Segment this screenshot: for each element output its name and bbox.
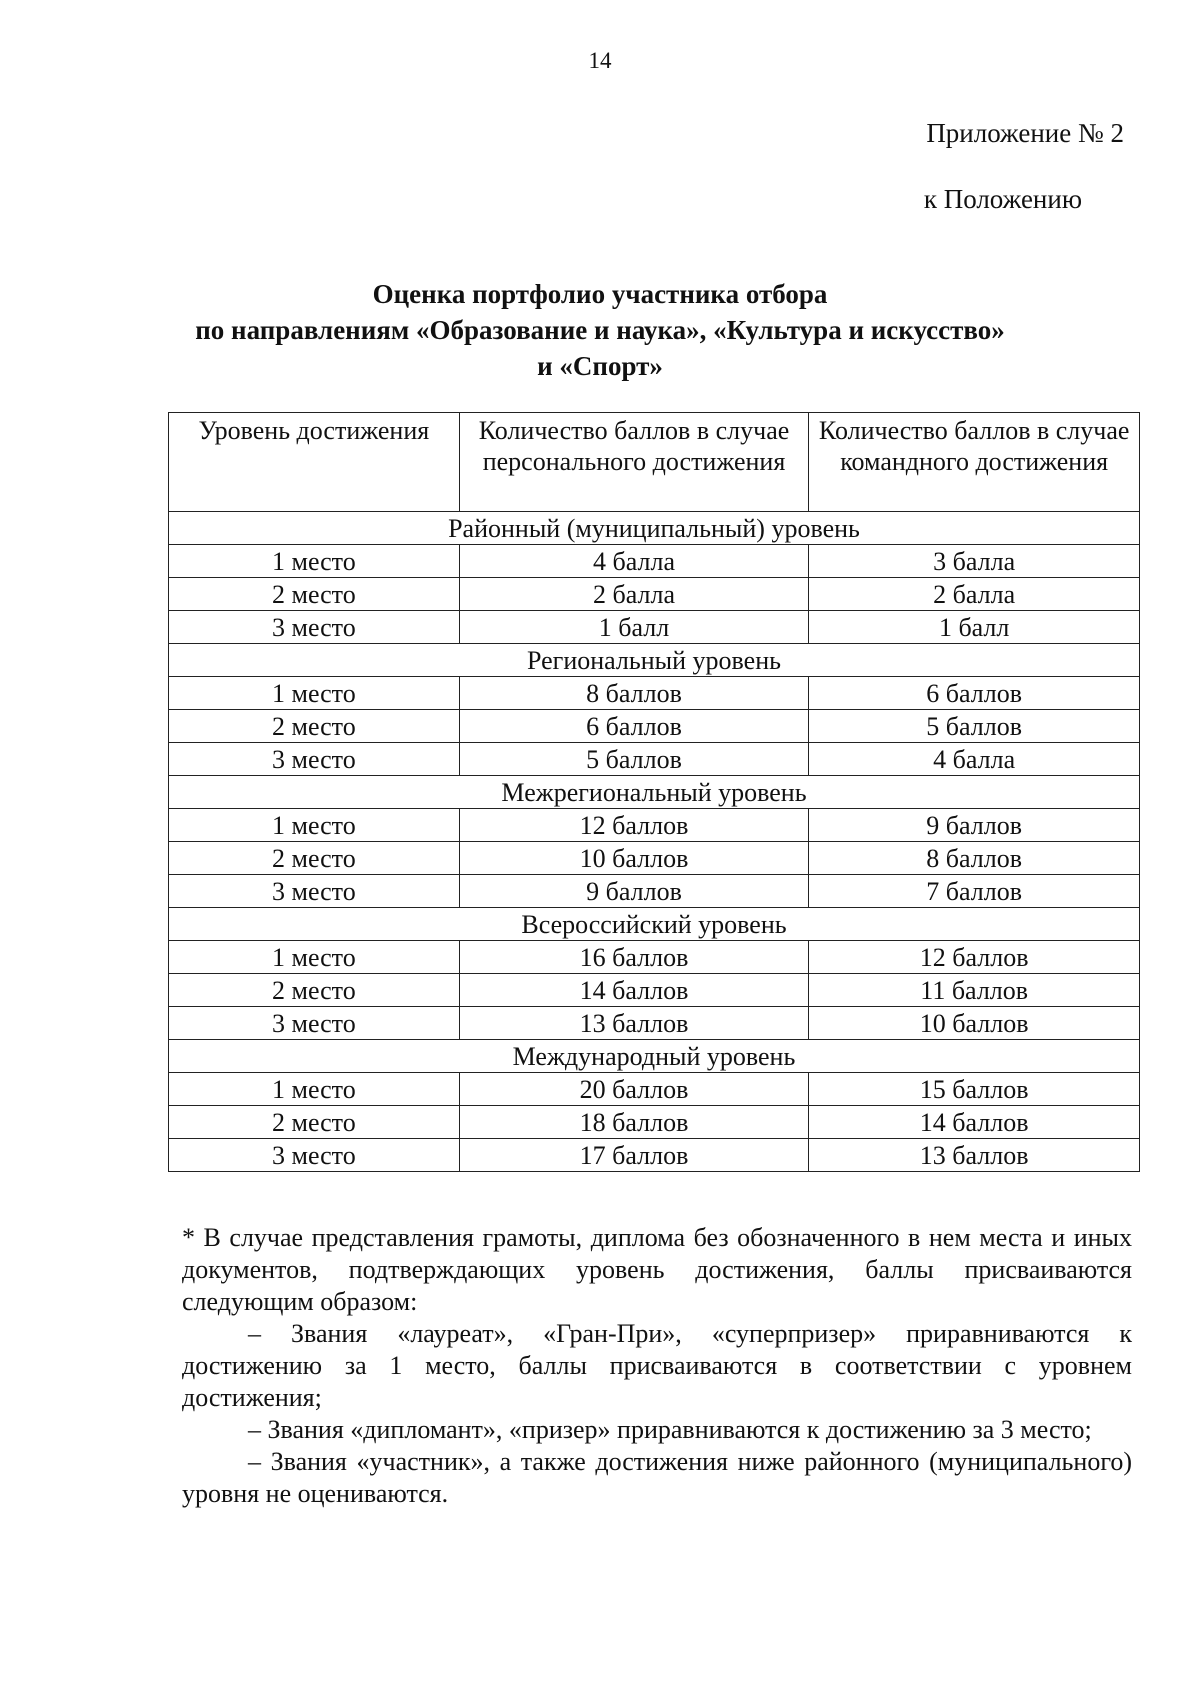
footnote-item: – Звания «дипломант», «призер» приравниваются к достижению за 3 место;	[248, 1415, 1092, 1444]
table-row	[169, 1073, 1140, 1106]
cell-personal-points: 6 баллов	[459, 710, 809, 743]
cell-personal-points: 5 баллов	[459, 743, 809, 776]
cell-personal-points: 20 баллов	[459, 1073, 809, 1106]
scores-table	[168, 412, 1140, 1172]
table-row	[169, 875, 1140, 908]
cell-place: 1 место	[169, 677, 460, 710]
table-row	[169, 941, 1140, 974]
cell-personal-points: 18 баллов	[459, 1106, 809, 1139]
footnote	[182, 1222, 1132, 1510]
table-row	[169, 578, 1140, 611]
cell-personal-points: 14 баллов	[459, 974, 809, 1007]
cell-place: 3 место	[169, 1139, 460, 1172]
section-row	[169, 776, 1140, 809]
cell-place: 3 место	[169, 875, 460, 908]
table-row	[169, 710, 1140, 743]
cell-team-points: 15 баллов	[809, 1073, 1140, 1106]
table-header-row	[169, 413, 1140, 512]
header-level: Уровень достижения	[169, 413, 460, 512]
cell-place: 2 место	[169, 710, 460, 743]
table-row	[169, 1106, 1140, 1139]
section-row	[169, 644, 1140, 677]
cell-place: 3 место	[169, 743, 460, 776]
footnote-item: – Звания «участник», а также достижения ниже районного (муниципального) уровня не оцениваются.	[182, 1447, 1132, 1508]
page-number: 14	[588, 48, 612, 73]
table-row	[169, 809, 1140, 842]
table-row	[169, 545, 1140, 578]
section-row	[169, 512, 1140, 545]
cell-team-points: 7 баллов	[809, 875, 1140, 908]
heading-line: Оценка портфолио участника отбора	[372, 279, 828, 309]
cell-place: 1 место	[169, 809, 460, 842]
cell-place: 2 место	[169, 974, 460, 1007]
cell-personal-points: 4 балла	[459, 545, 809, 578]
cell-team-points: 8 баллов	[809, 842, 1140, 875]
document-heading	[0, 276, 1200, 384]
header-personal: Количество баллов в случае персонального достижения	[459, 413, 809, 512]
cell-team-points: 1 балл	[809, 611, 1140, 644]
cell-place: 3 место	[169, 611, 460, 644]
section-title: Всероссийский уровень	[169, 908, 1140, 941]
section-title: Региональный уровень	[169, 644, 1140, 677]
cell-place: 2 место	[169, 842, 460, 875]
cell-team-points: 5 баллов	[809, 710, 1140, 743]
cell-personal-points: 1 балл	[459, 611, 809, 644]
cell-personal-points: 2 балла	[459, 578, 809, 611]
section-row	[169, 1040, 1140, 1073]
cell-place: 2 место	[169, 1106, 460, 1139]
cell-personal-points: 12 баллов	[459, 809, 809, 842]
cell-team-points: 2 балла	[809, 578, 1140, 611]
cell-personal-points: 13 баллов	[459, 1007, 809, 1040]
cell-team-points: 4 балла	[809, 743, 1140, 776]
cell-place: 2 место	[169, 578, 460, 611]
section-row	[169, 908, 1140, 941]
cell-place: 3 место	[169, 1007, 460, 1040]
appendix-subtitle: к Положению	[923, 184, 1082, 214]
table-row	[169, 1139, 1140, 1172]
cell-personal-points: 8 баллов	[459, 677, 809, 710]
section-title: Районный (муниципальный) уровень	[169, 512, 1140, 545]
cell-personal-points: 10 баллов	[459, 842, 809, 875]
heading-line: и «Спорт»	[537, 351, 663, 381]
footnote-item: – Звания «лауреат», «Гран-При», «суперпризер» приравниваются к достижению за 1 место, баллы присваиваются в соответствии с уровнем достижения;	[182, 1319, 1132, 1412]
cell-team-points: 9 баллов	[809, 809, 1140, 842]
table-body	[169, 512, 1140, 1172]
cell-place: 1 место	[169, 941, 460, 974]
cell-team-points: 14 баллов	[809, 1106, 1140, 1139]
table-row	[169, 1007, 1140, 1040]
cell-personal-points: 16 баллов	[459, 941, 809, 974]
section-title: Международный уровень	[169, 1040, 1140, 1073]
footnote-intro: * В случае представления грамоты, диплома без обозначенного в нем места и иных документов, подтверждающих уровень достижения, баллы присваиваются следующим образом:	[182, 1223, 1132, 1316]
cell-place: 1 место	[169, 545, 460, 578]
section-title: Межрегиональный уровень	[169, 776, 1140, 809]
heading-line: по направлениям «Образование и наука», «Культура и искусство»	[195, 315, 1005, 345]
cell-team-points: 6 баллов	[809, 677, 1140, 710]
cell-team-points: 10 баллов	[809, 1007, 1140, 1040]
table-row	[169, 611, 1140, 644]
cell-place: 1 место	[169, 1073, 460, 1106]
appendix-title: Приложение № 2	[926, 118, 1124, 148]
cell-team-points: 12 баллов	[809, 941, 1140, 974]
cell-team-points: 3 балла	[809, 545, 1140, 578]
cell-personal-points: 17 баллов	[459, 1139, 809, 1172]
cell-team-points: 11 баллов	[809, 974, 1140, 1007]
cell-personal-points: 9 баллов	[459, 875, 809, 908]
header-team: Количество баллов в случае командного достижения	[809, 413, 1140, 512]
table-row	[169, 743, 1140, 776]
table-row	[169, 974, 1140, 1007]
cell-team-points: 13 баллов	[809, 1139, 1140, 1172]
table-row	[169, 842, 1140, 875]
table-row	[169, 677, 1140, 710]
